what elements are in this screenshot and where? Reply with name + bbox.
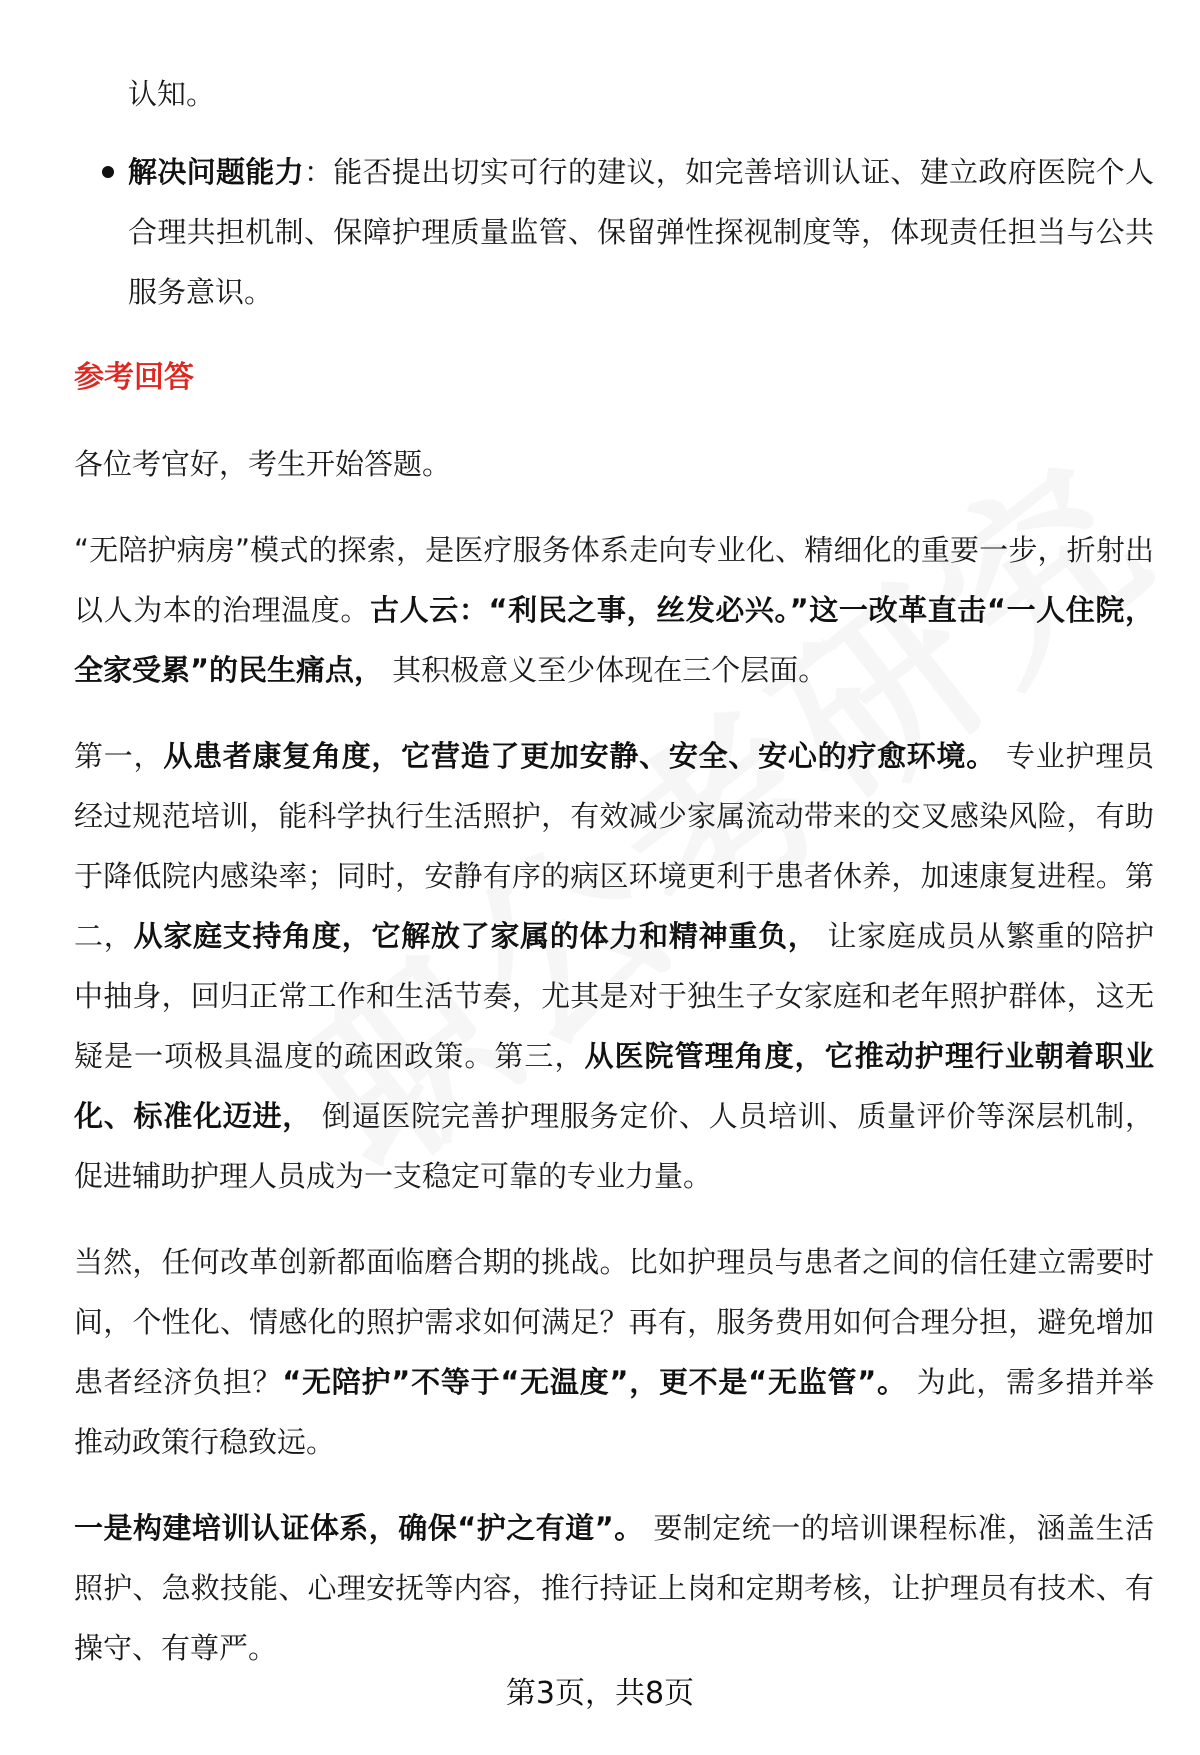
bold-run: 从患者康复角度，它营造了更加安静、安全、安心的疗愈环境。 xyxy=(163,739,997,773)
greeting: 各位考官好，考生开始答题。 xyxy=(74,447,452,481)
document-page xyxy=(74,64,1154,1678)
list-item xyxy=(74,142,1154,322)
paragraph-1 xyxy=(74,520,1154,700)
intro-continuation: 认知。 xyxy=(128,77,216,111)
text-run: 要制定统一的培训课程标准，涵盖生活照护、急救技能、心理安抚等内容，推行持证上岗和定期考核，让护理员有技术、有操守、有尊严。 xyxy=(74,1511,1154,1665)
text-run: 专业护理员经过规范培训，能科学执行生活照护，有效减少家属流动带来的交叉感染风险，有助于降低院内感染率；同时，安静有序的病区环境更利于患者休养，加速康复进程。第二， xyxy=(74,739,1154,953)
section-heading: 参考回答 xyxy=(74,360,194,395)
text-run: 倒逼医院完善护理服务定价、人员培训、质量评价等深层机制，促进辅助护理人员成为一支稳定可靠的专业力量。 xyxy=(74,1099,1154,1193)
text-run: 其积极意义至少体现在三个层面。 xyxy=(383,653,828,687)
bold-run: “无陪护”不等于“无温度”，更不是“无监管”。 xyxy=(282,1365,907,1399)
paragraph-2 xyxy=(74,726,1154,1206)
bold-run: 古人云：“利民之事，丝发必兴。”这一改革直击“一人住院，全家受累”的民生痛点， xyxy=(74,593,1154,687)
bullet-dot-icon xyxy=(102,166,114,178)
text-run: 第一， xyxy=(74,739,164,773)
paragraph-4 xyxy=(74,1498,1154,1678)
page-number: 第3页，共8页 xyxy=(505,1676,695,1711)
bold-run: 从家庭支持角度，它解放了家属的体力和精神重负， xyxy=(133,919,818,953)
text-run: 为此，需多措并举推动政策行稳致远。 xyxy=(74,1365,1154,1459)
text-run: 当然，任何改革创新都面临磨合期的挑战。比如护理员与患者之间的信任建立需要时间，个性化、情感化的照护需求如何满足？再有，服务费用如何合理分担，避免增加患者经济负担？ xyxy=(74,1245,1154,1399)
bold-run: 从医院管理角度，它推动护理行业朝着职业化、标准化迈进， xyxy=(74,1039,1154,1133)
bold-run: 一是构建培训认证体系，确保“护之有道”。 xyxy=(74,1511,644,1545)
paragraph-3 xyxy=(74,1232,1154,1472)
text-run: “无陪护病房”模式的探索，是医疗服务体系走向专业化、精细化的重要一步，折射出以人为本的治理温度。 xyxy=(74,533,1154,627)
list-item-text: ：能否提出切实可行的建议，如完善培训认证、建立政府医院个人合理共担机制、保障护理质量监管、保留弹性探视制度等，体现责任担当与公共服务意识。 xyxy=(128,155,1154,309)
text-run: 让家庭成员从繁重的陪护中抽身，回归正常工作和生活节奏，尤其是对于独生子女家庭和老年照护群体，这无疑是一项极具温度的疏困政策。第三， xyxy=(74,919,1154,1073)
criteria-list xyxy=(74,142,1154,322)
list-item-label: 解决问题能力 xyxy=(128,155,304,189)
